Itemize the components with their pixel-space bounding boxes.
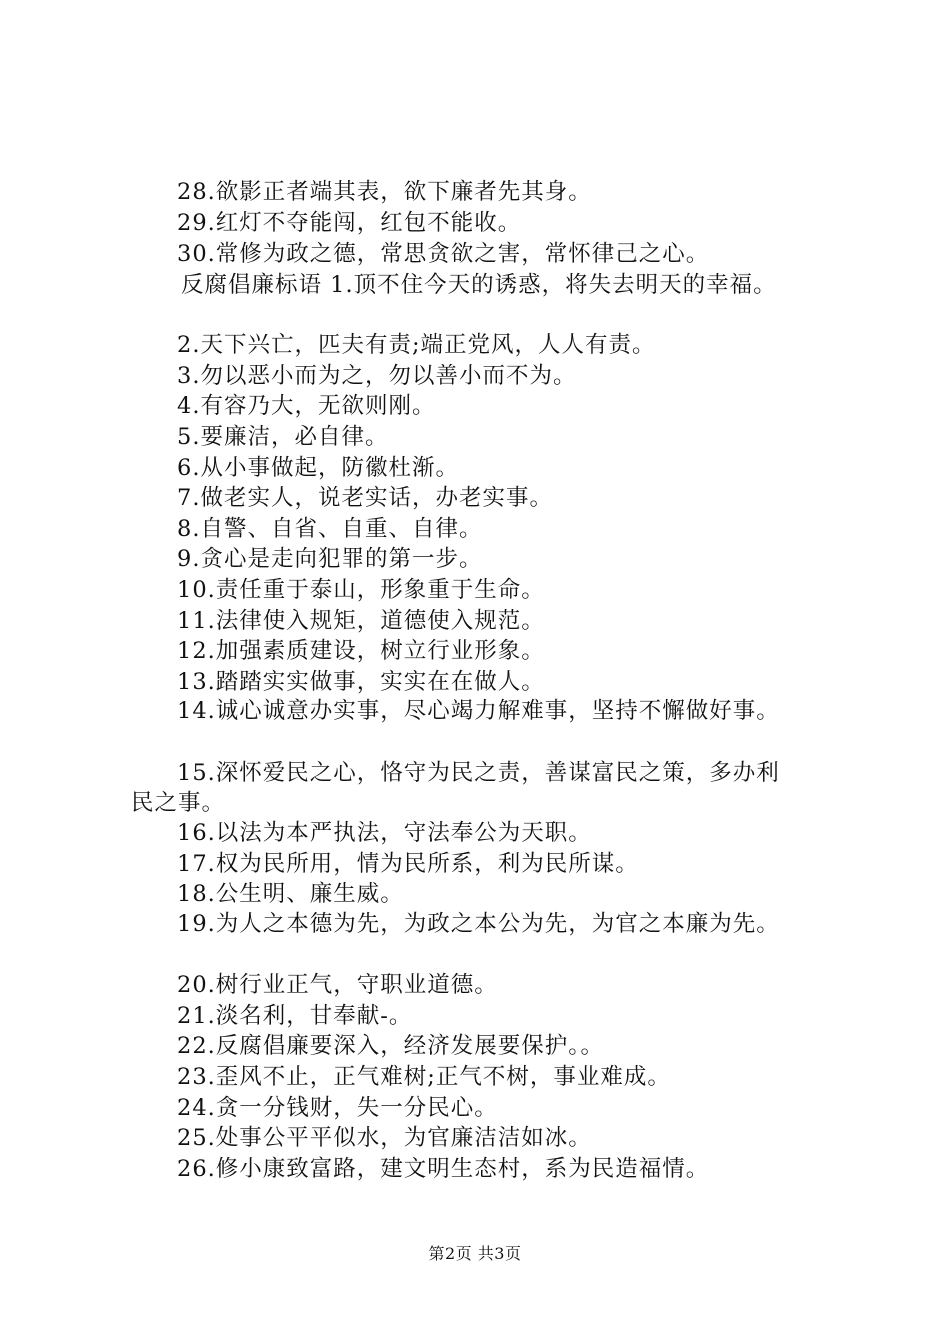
- text-line: 23.歪风不止，正气难树;正气不树，事业难成。: [177, 1064, 671, 1090]
- text-line: 16.以法为本严执法，守法奉公为天职。: [177, 820, 592, 846]
- text-line: 9.贪心是走向犯罪的第一步。: [177, 546, 483, 572]
- text-line: 14.诚心诚意办实事，尽心竭力解难事，坚持不懈做好事。: [177, 698, 780, 724]
- text-line: 28.欲影正者端其表，欲下廉者先其身。: [177, 179, 592, 205]
- page-footer: 第2页 共3页: [428, 1244, 522, 1263]
- text-line: 25.处事公平平似水，为官廉洁洁如冰。: [177, 1125, 592, 1151]
- text-line: 15.深怀爱民之心，恪守为民之责，善谋富民之策，多办利: [177, 760, 780, 786]
- text-line: 13.踏踏实实做事，实实在在做人。: [177, 669, 545, 695]
- text-line: 6.从小事做起，防徽杜渐。: [177, 455, 459, 481]
- text-line: 26.修小康致富路，建文明生态村，系为民造福情。: [177, 1156, 710, 1182]
- text-line: 17.权为民所用，情为民所系，利为民所谋。: [177, 851, 639, 877]
- text-line: 18.公生明、廉生威。: [177, 881, 404, 907]
- text-line: 20.树行业正气，守职业道德。: [177, 972, 498, 998]
- text-line: 22.反腐倡廉要深入，经济发展要保护。。: [177, 1033, 605, 1059]
- text-line: 7.做老实人，说老实话，办老实事。: [177, 485, 553, 511]
- text-line: 8.自警、自省、自重、自律。: [177, 516, 483, 542]
- text-line: 5.要廉洁，必自律。: [177, 424, 389, 450]
- text-line: 21.淡名利，甘奉献-。: [177, 1003, 413, 1029]
- text-line: 30.常修为政之德，常思贪欲之害，常怀律己之心。: [177, 241, 710, 267]
- text-line-continuation: 民之事。: [131, 790, 226, 816]
- text-line: 4.有容乃大，无欲则刚。: [177, 393, 436, 419]
- text-line: 11.法律使入规矩，道德使入规范。: [177, 608, 545, 634]
- text-line: 10.责任重于泰山，形象重于生命。: [177, 577, 545, 603]
- text-line: 12.加强素质建设，树立行业形象。: [177, 638, 545, 664]
- text-line: 反腐倡廉标语 1.顶不住今天的诱惑，将失去明天的幸福。: [181, 272, 777, 298]
- text-line: 29.红灯不夺能闯，红包不能收。: [177, 210, 522, 236]
- text-line: 2.天下兴亡，匹夫有责;端正党风，人人有责。: [177, 332, 656, 358]
- text-line: 19.为人之本德为先，为政之本公为先，为官之本廉为先。: [177, 911, 780, 937]
- text-line: 3.勿以恶小而为之，勿以善小而不为。: [177, 363, 577, 389]
- text-line: 24.贪一分钱财，失一分民心。: [177, 1095, 498, 1121]
